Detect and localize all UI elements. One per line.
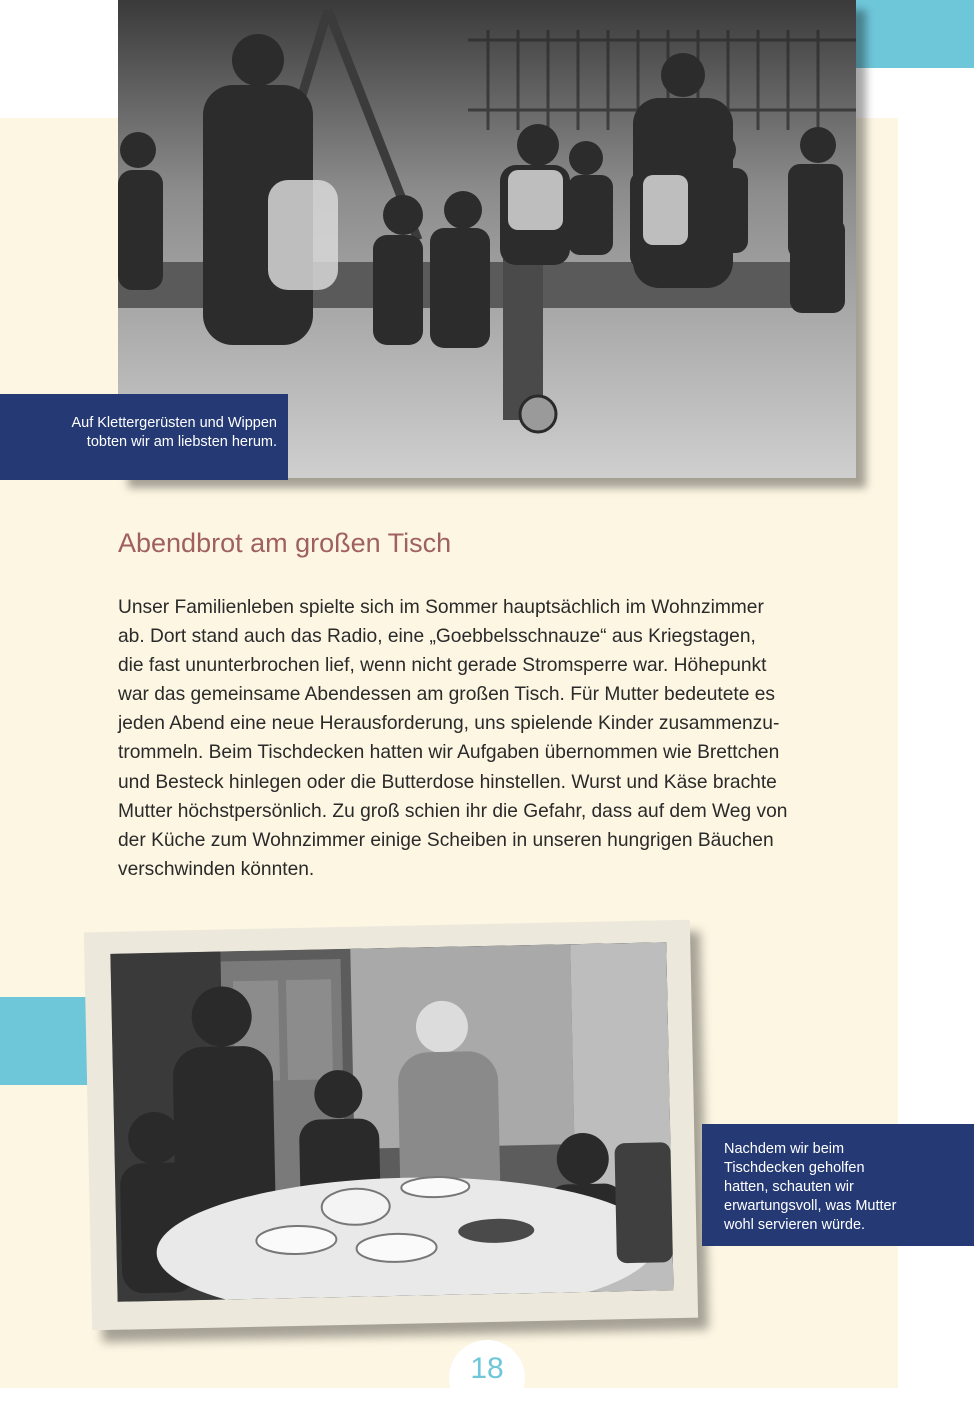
body-line: und Besteck hinlegen oder die Butterdose hinstellen. Wurst und Käse brachte [118, 771, 777, 793]
body-line: ab. Dort stand auch das Radio, eine „Goebbelsschnauze“ aus Kriegstagen, [118, 626, 756, 648]
caption-line: Nachdem wir beim [724, 1141, 845, 1157]
body-line: jeden Abend eine neue Herausforderung, uns spielende Kinder zusammenzu- [118, 713, 780, 735]
body-line: verschwinden könnten. [118, 858, 315, 880]
teal-accent-left [0, 997, 96, 1085]
caption-line: wohl servieren würde. [724, 1217, 866, 1233]
page-number: 18 [470, 1352, 504, 1385]
body-line: die fast ununterbrochen lief, wenn nicht gerade Stromsperre war. Höhepunkt [118, 655, 767, 677]
dinner-photo [110, 942, 673, 1302]
body-line: der Küche zum Wohnzimmer einige Scheiben in unseren hungrigen Bäuchen [118, 829, 774, 851]
section-heading: Abendbrot am großen Tisch [118, 528, 452, 558]
teal-accent-top [856, 0, 974, 68]
body-paragraph [118, 593, 858, 884]
caption-line: Tischdecken geholfen [724, 1160, 865, 1176]
body-line: Mutter höchstpersönlich. Zu groß schien ihr die Gefahr, dass auf dem Weg von [118, 800, 788, 822]
playground-photo-caption [0, 394, 288, 480]
body-line: war das gemeinsame Abendessen am großen Tisch. Für Mutter bedeutete es [118, 684, 775, 706]
caption-line: erwartungsvoll, was Mutter [724, 1198, 897, 1214]
dinner-photo-frame [84, 920, 698, 1331]
dinner-photo-caption [702, 1124, 974, 1246]
caption-line: Auf Klettergerüsten und Wippen [71, 415, 277, 431]
caption-line: hatten, schauten wir [724, 1179, 854, 1195]
body-line: trommeln. Beim Tischdecken hatten wir Aufgaben übernommen wie Brettchen [118, 742, 780, 764]
caption-line: tobten wir am liebsten herum. [86, 434, 277, 450]
body-line: Unser Familienleben spielte sich im Sommer hauptsächlich im Wohnzimmer [118, 597, 764, 618]
